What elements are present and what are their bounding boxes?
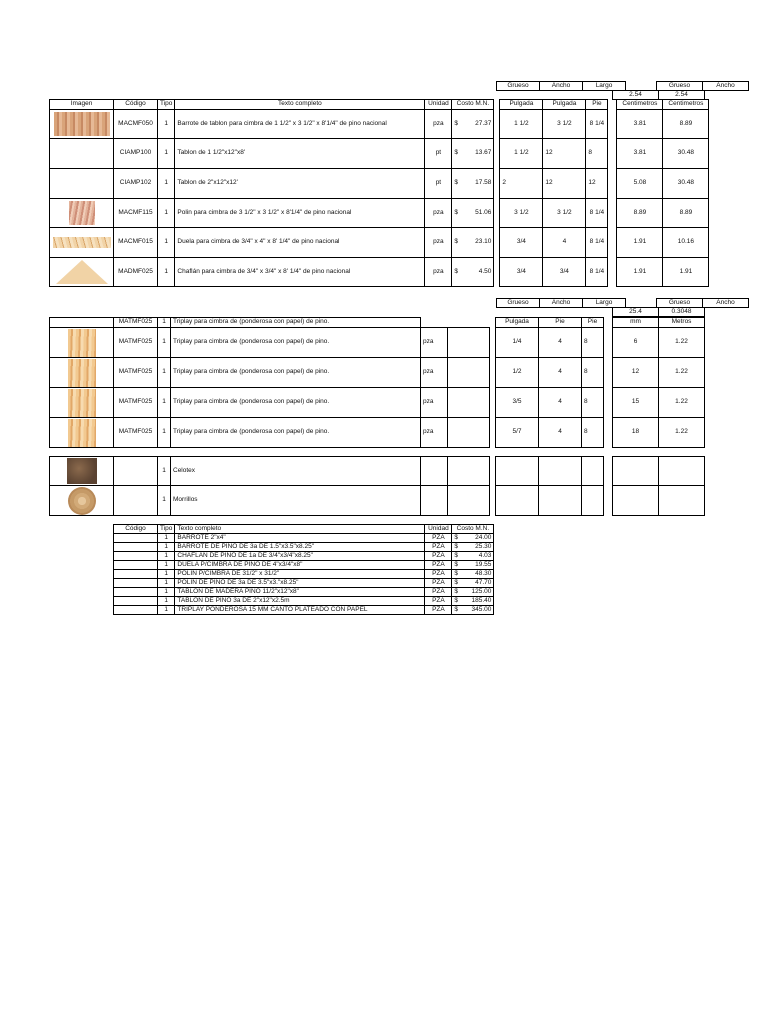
tipo-cell: 1 (158, 110, 175, 139)
currency-symbol: $ (454, 578, 459, 586)
factor-grueso: 25.4 (613, 308, 659, 317)
grueso-cell: 5/7 (496, 418, 539, 448)
col-header-cm-2: Centimetros (663, 100, 709, 110)
col-header-unidad: Unidad (425, 525, 452, 534)
unit-pie-1: Pie (539, 318, 582, 328)
ancho-m-cell: 1.22 (659, 328, 705, 358)
table-header-row (114, 525, 494, 534)
product-image (50, 318, 114, 328)
largo-cell: 8 (582, 388, 604, 418)
unidad-cell: PZA (425, 588, 452, 597)
product-image (50, 358, 114, 388)
texto-cell: POLIN DE PINO DE 3a DE 3.5"x3."x8.25" (175, 579, 425, 588)
tipo-cell: 1 (158, 579, 175, 588)
codigo-cell: MACMF015 (114, 228, 158, 258)
costo-cell (452, 258, 494, 287)
ancho-cell: 4 (543, 228, 586, 258)
costo-cell (452, 534, 494, 543)
largo-cell: 8 1/4 (586, 258, 608, 287)
texto-cell: TABLON DE PINO 3a DE 2"x12"x2.5m (175, 597, 425, 606)
texto-cell: CHAFLAN DE PINO DE 1a DE 3/4"x3/4"x8.25" (175, 552, 425, 561)
codigo-cell (114, 552, 158, 561)
ancho-cm-cell: 8.89 (663, 199, 709, 228)
currency-symbol: $ (454, 179, 459, 187)
tipo-cell: 1 (158, 457, 171, 486)
texto-cell: Polin para cimbra de 3 1/2" x 3 1/2" x 8'1/4" de pino nacional (175, 199, 425, 228)
table-row (50, 199, 709, 228)
costo-cell (448, 457, 490, 486)
costo-cell (448, 328, 490, 358)
tipo-cell: 1 (158, 199, 175, 228)
grueso-header: Grueso (497, 299, 540, 308)
codigo-cell: CIAMP100 (114, 139, 158, 169)
grueso-mm-header: Grueso (657, 299, 703, 308)
texto-cell: Morrillos (171, 486, 421, 516)
col-header-costo: Costo M.N. (452, 100, 494, 110)
unidad-cell: PZA (425, 561, 452, 570)
tipo-cell: 1 (158, 588, 175, 597)
table-row (114, 597, 494, 606)
codigo-cell (114, 570, 158, 579)
col-header-tipo: Tipo (158, 525, 175, 534)
unidad-cell: PZA (425, 597, 452, 606)
texto-cell: Duela para cimbra de 3/4" x 4" x 8' 1/4" de pino nacional (175, 228, 425, 258)
unit-metros: Metros (659, 318, 705, 328)
ancho-cell: 3/4 (543, 258, 586, 287)
ancho-cell: 4 (539, 358, 582, 388)
costo-cell (452, 561, 494, 570)
product-image (50, 169, 114, 199)
col-header-unidad: Unidad (425, 100, 452, 110)
ancho-cm-cell (659, 457, 705, 486)
costo-value: 13.67 (475, 149, 492, 157)
tipo-cell: 1 (158, 606, 175, 615)
ancho-cm-cell: 8.89 (663, 110, 709, 139)
grueso-cell: 3/4 (500, 258, 543, 287)
tipo-cell: 1 (158, 543, 175, 552)
ancho-cm-cell: 30.48 (663, 169, 709, 199)
grueso-mm-cell: 15 (613, 388, 659, 418)
factor-ancho: 0.3048 (659, 308, 705, 317)
grueso-cell: 2 (500, 169, 543, 199)
grueso-mm-cell: 18 (613, 418, 659, 448)
codigo-cell (114, 457, 158, 486)
table-row (114, 552, 494, 561)
grueso-cell: 1/4 (496, 328, 539, 358)
grueso-cm-cell (613, 486, 659, 516)
texto-cell: Chaflán para cimbra de 3/4" x 3/4" x 8' 1/4" de pino nacional (175, 258, 425, 287)
factor-row-2 (612, 307, 705, 317)
codigo-cell: CIAMP102 (114, 169, 158, 199)
col-header-cm-1: Centimetros (617, 100, 663, 110)
ancho-cell: 12 (543, 169, 586, 199)
ancho-cm-cell: 10.16 (663, 228, 709, 258)
codigo-cell: MADMF025 (114, 258, 158, 287)
col-header-codigo: Código (114, 525, 158, 534)
unit-mm: mm (613, 318, 659, 328)
costo-cell (448, 358, 490, 388)
table-row (50, 388, 705, 418)
codigo-cell: MACMF115 (114, 199, 158, 228)
texto-cell: Triplay para cimbra de (ponderosa con papel) de pino. (171, 418, 421, 448)
table-title-row (50, 318, 705, 328)
costo-cell (448, 486, 490, 516)
table-row (50, 457, 705, 486)
table-row (114, 579, 494, 588)
codigo-cell (114, 579, 158, 588)
grueso-cm-cell: 8.89 (617, 199, 663, 228)
largo-header: Largo (583, 82, 626, 91)
costo-cell (452, 110, 494, 139)
largo-cell (582, 457, 604, 486)
largo-cell: 12 (586, 169, 608, 199)
unidad-cell: PZA (425, 606, 452, 615)
texto-cell: Celotex (171, 457, 421, 486)
costo-cell (452, 570, 494, 579)
table-row (114, 534, 494, 543)
codigo-cell: MATMF025 (114, 388, 158, 418)
tipo-cell: 1 (158, 358, 171, 388)
misc-table (49, 456, 705, 516)
grueso-mm-cell: 6 (613, 328, 659, 358)
costo-cell (452, 543, 494, 552)
col-header-pulgada-2: Pulgada (543, 100, 586, 110)
codigo-cell (114, 606, 158, 615)
unidad-cell: PZA (425, 543, 452, 552)
tipo-cell: 1 (158, 486, 171, 516)
product-image (50, 228, 114, 258)
largo-cell: 8 (582, 418, 604, 448)
ancho-cell (539, 486, 582, 516)
largo-cell: 8 1/4 (586, 110, 608, 139)
grueso-header: Grueso (497, 82, 540, 91)
product-image (50, 258, 114, 287)
currency-symbol: $ (454, 533, 459, 541)
largo-cell: 8 1/4 (586, 199, 608, 228)
grueso-cm-header: Grueso (657, 82, 703, 91)
table-row (50, 486, 705, 516)
costo-value: 47.70 (475, 578, 492, 586)
table-row (50, 228, 709, 258)
unidad-cell: pza (421, 388, 448, 418)
costo-cell (448, 418, 490, 448)
grueso-cm-cell: 3.81 (617, 139, 663, 169)
texto-cell: Triplay para cimbra de (ponderosa con papel) de pino. (171, 358, 421, 388)
texto-cell: POLIN P/CIMBRA DE 31/2" x 31/2" (175, 570, 425, 579)
ancho-m-cell: 1.22 (659, 358, 705, 388)
texto-cell: Tablon de 1 1/2"x12"x8' (175, 139, 425, 169)
triplay-table (49, 317, 705, 448)
table-row (114, 588, 494, 597)
unidad-cell: PZA (425, 570, 452, 579)
costo-cell (452, 228, 494, 258)
table-row (50, 328, 705, 358)
table-row (50, 110, 709, 139)
largo-header: Largo (583, 299, 626, 308)
texto-cell: TRIPLAY PONDEROSA 15 MM CANTO PLATEADO CON PAPEL (175, 606, 425, 615)
texto-cell: BARROTE DE PINO DE 3a DE 1.5"x3.5"x8.25" (175, 543, 425, 552)
product-image (50, 139, 114, 169)
table-row (50, 358, 705, 388)
currency-symbol: $ (454, 267, 459, 275)
costo-value: 25.30 (475, 542, 492, 550)
col-header-imagen: Imagen (50, 100, 114, 110)
factor-ancho: 2.54 (659, 91, 705, 100)
largo-cell: 8 (582, 358, 604, 388)
unidad-cell: pt (425, 169, 452, 199)
costo-value: 185.40 (471, 596, 492, 604)
unidad-cell: pza (421, 418, 448, 448)
texto-cell: Tablon de 2"x12"x12' (175, 169, 425, 199)
grueso-cell: 1/2 (496, 358, 539, 388)
ancho-cm-cell: 1.91 (663, 258, 709, 287)
unidad-cell: pt (425, 139, 452, 169)
tipo-cell: 1 (158, 570, 175, 579)
unidad-cell: PZA (425, 552, 452, 561)
tipo-cell: 1 (158, 228, 175, 258)
largo-cell: 8 (586, 139, 608, 169)
grueso-cell: 1 1/2 (500, 139, 543, 169)
table-row (50, 139, 709, 169)
product-image (50, 388, 114, 418)
codigo-cell (114, 543, 158, 552)
unidad-cell: pza (425, 228, 452, 258)
largo-cell (582, 486, 604, 516)
codigo-cell: MATMF025 (114, 318, 158, 328)
costo-value: 27.37 (475, 119, 492, 127)
tipo-cell: 1 (158, 388, 171, 418)
unidad-cell: pza (421, 328, 448, 358)
costo-cell (448, 388, 490, 418)
tipo-cell: 1 (158, 534, 175, 543)
product-image (50, 199, 114, 228)
currency-symbol: $ (454, 569, 459, 577)
currency-symbol: $ (454, 605, 459, 613)
grueso-cell: 3/5 (496, 388, 539, 418)
ancho-cm-cell (659, 486, 705, 516)
currency-symbol: $ (454, 238, 459, 246)
texto-cell: TABLON DE MADERA PINO 11/2"x12"x8" (175, 588, 425, 597)
table-header-row (50, 100, 709, 110)
ancho-cell: 3 1/2 (543, 199, 586, 228)
texto-cell: Barrote de tablon para cimbra de 1 1/2" x 3 1/2" x 8'1/4" de pino nacional (175, 110, 425, 139)
col-header-costo: Costo M.N. (452, 525, 494, 534)
grueso-cm-cell: 1.91 (617, 228, 663, 258)
tipo-cell: 1 (158, 561, 175, 570)
ancho-m-header: Ancho (703, 299, 749, 308)
lumber-table (49, 99, 709, 287)
costo-cell (452, 579, 494, 588)
table-row (114, 543, 494, 552)
costo-cell (452, 139, 494, 169)
tipo-cell: 1 (158, 597, 175, 606)
col-header-tipo: Tipo (158, 100, 175, 110)
unit-pie-2: Pie (582, 318, 604, 328)
currency-symbol: $ (454, 119, 459, 127)
table-row (50, 258, 709, 287)
texto-cell: Triplay para cimbra de (ponderosa con papel) de pino. (171, 388, 421, 418)
unidad-cell: pza (421, 358, 448, 388)
table-row (114, 570, 494, 579)
costo-cell (452, 552, 494, 561)
table-row (50, 418, 705, 448)
codigo-cell (114, 486, 158, 516)
product-image (50, 457, 114, 486)
col-header-texto: Texto completo (175, 525, 425, 534)
unidad-cell (421, 457, 448, 486)
ancho-cm-cell: 30.48 (663, 139, 709, 169)
currency-symbol: $ (454, 596, 459, 604)
grueso-cell: 3/4 (500, 228, 543, 258)
unidad-cell: pza (425, 199, 452, 228)
tipo-cell: 1 (158, 328, 171, 358)
ancho-cell (539, 457, 582, 486)
col-header-pulgada-1: Pulgada (500, 100, 543, 110)
costo-cell (452, 169, 494, 199)
largo-cell: 8 1/4 (586, 228, 608, 258)
ancho-header: Ancho (540, 299, 583, 308)
col-header-pie: Pie (586, 100, 608, 110)
grueso-cell (496, 457, 539, 486)
table-row (50, 169, 709, 199)
ancho-cell: 12 (543, 139, 586, 169)
tipo-cell: 1 (158, 318, 171, 328)
col-header-texto: Texto completo (175, 100, 425, 110)
texto-cell: Triplay para cimbra de (ponderosa con papel) de pino. (171, 328, 421, 358)
product-image (50, 486, 114, 516)
grueso-cell: 1 1/2 (500, 110, 543, 139)
unidad-cell (421, 486, 448, 516)
ancho-header: Ancho (540, 82, 583, 91)
factor-grueso: 2.54 (613, 91, 659, 100)
codigo-cell (114, 588, 158, 597)
price-list-table (113, 524, 494, 615)
costo-cell (452, 606, 494, 615)
codigo-cell (114, 561, 158, 570)
currency-symbol: $ (454, 587, 459, 595)
product-image (50, 110, 114, 139)
costo-value: 4.03 (478, 551, 492, 559)
costo-value: 51.06 (475, 208, 492, 216)
tipo-cell: 1 (158, 139, 175, 169)
unit-pulgada: Pulgada (496, 318, 539, 328)
costo-value: 19.55 (475, 560, 492, 568)
costo-cell (452, 588, 494, 597)
costo-value: 48.30 (475, 569, 492, 577)
codigo-cell: MACMF050 (114, 110, 158, 139)
currency-symbol: $ (454, 551, 459, 559)
col-header-codigo: Código (114, 100, 158, 110)
currency-symbol: $ (454, 149, 459, 157)
codigo-cell (114, 534, 158, 543)
grueso-cm-cell (613, 457, 659, 486)
costo-value: 4.50 (478, 267, 492, 275)
table-row (114, 561, 494, 570)
ancho-cell: 4 (539, 418, 582, 448)
ancho-m-cell: 1.22 (659, 388, 705, 418)
codigo-cell: MATMF025 (114, 358, 158, 388)
ancho-cm-header: Ancho (703, 82, 749, 91)
unidad-cell: PZA (425, 579, 452, 588)
ancho-cell: 4 (539, 328, 582, 358)
codigo-cell: MATMF025 (114, 328, 158, 358)
ancho-cell: 3 1/2 (543, 110, 586, 139)
currency-symbol: $ (454, 208, 459, 216)
costo-value: 345.00 (471, 605, 492, 613)
currency-symbol: $ (454, 542, 459, 550)
ancho-m-cell: 1.22 (659, 418, 705, 448)
grueso-cell (496, 486, 539, 516)
ancho-cell: 4 (539, 388, 582, 418)
unidad-cell: PZA (425, 534, 452, 543)
texto-cell: BARROTE 2"x4" (175, 534, 425, 543)
grueso-cm-cell: 1.91 (617, 258, 663, 287)
costo-value: 23.10 (475, 238, 492, 246)
codigo-cell: MATMF025 (114, 418, 158, 448)
tipo-cell: 1 (158, 418, 171, 448)
codigo-cell (114, 597, 158, 606)
largo-cell: 8 (582, 328, 604, 358)
unidad-cell: pza (425, 258, 452, 287)
grueso-cm-cell: 3.81 (617, 110, 663, 139)
table-row (114, 606, 494, 615)
unidad-cell: pza (425, 110, 452, 139)
product-image (50, 328, 114, 358)
texto-cell: Triplay para cimbra de (ponderosa con papel) de pino. (171, 318, 421, 328)
chaflan-image (56, 260, 108, 284)
grueso-cm-cell: 5.08 (617, 169, 663, 199)
costo-cell (452, 199, 494, 228)
costo-value: 125.00 (471, 587, 492, 595)
grueso-mm-cell: 12 (613, 358, 659, 388)
tipo-cell: 1 (158, 552, 175, 561)
currency-symbol: $ (454, 560, 459, 568)
costo-value: 17.58 (475, 179, 492, 187)
costo-value: 24.00 (475, 533, 492, 541)
product-image (50, 418, 114, 448)
costo-cell (452, 597, 494, 606)
tipo-cell: 1 (158, 169, 175, 199)
grueso-cell: 3 1/2 (500, 199, 543, 228)
texto-cell: DUELA P/CIMBRA DE PINO DE 4"x3/4"x8" (175, 561, 425, 570)
tipo-cell: 1 (158, 258, 175, 287)
